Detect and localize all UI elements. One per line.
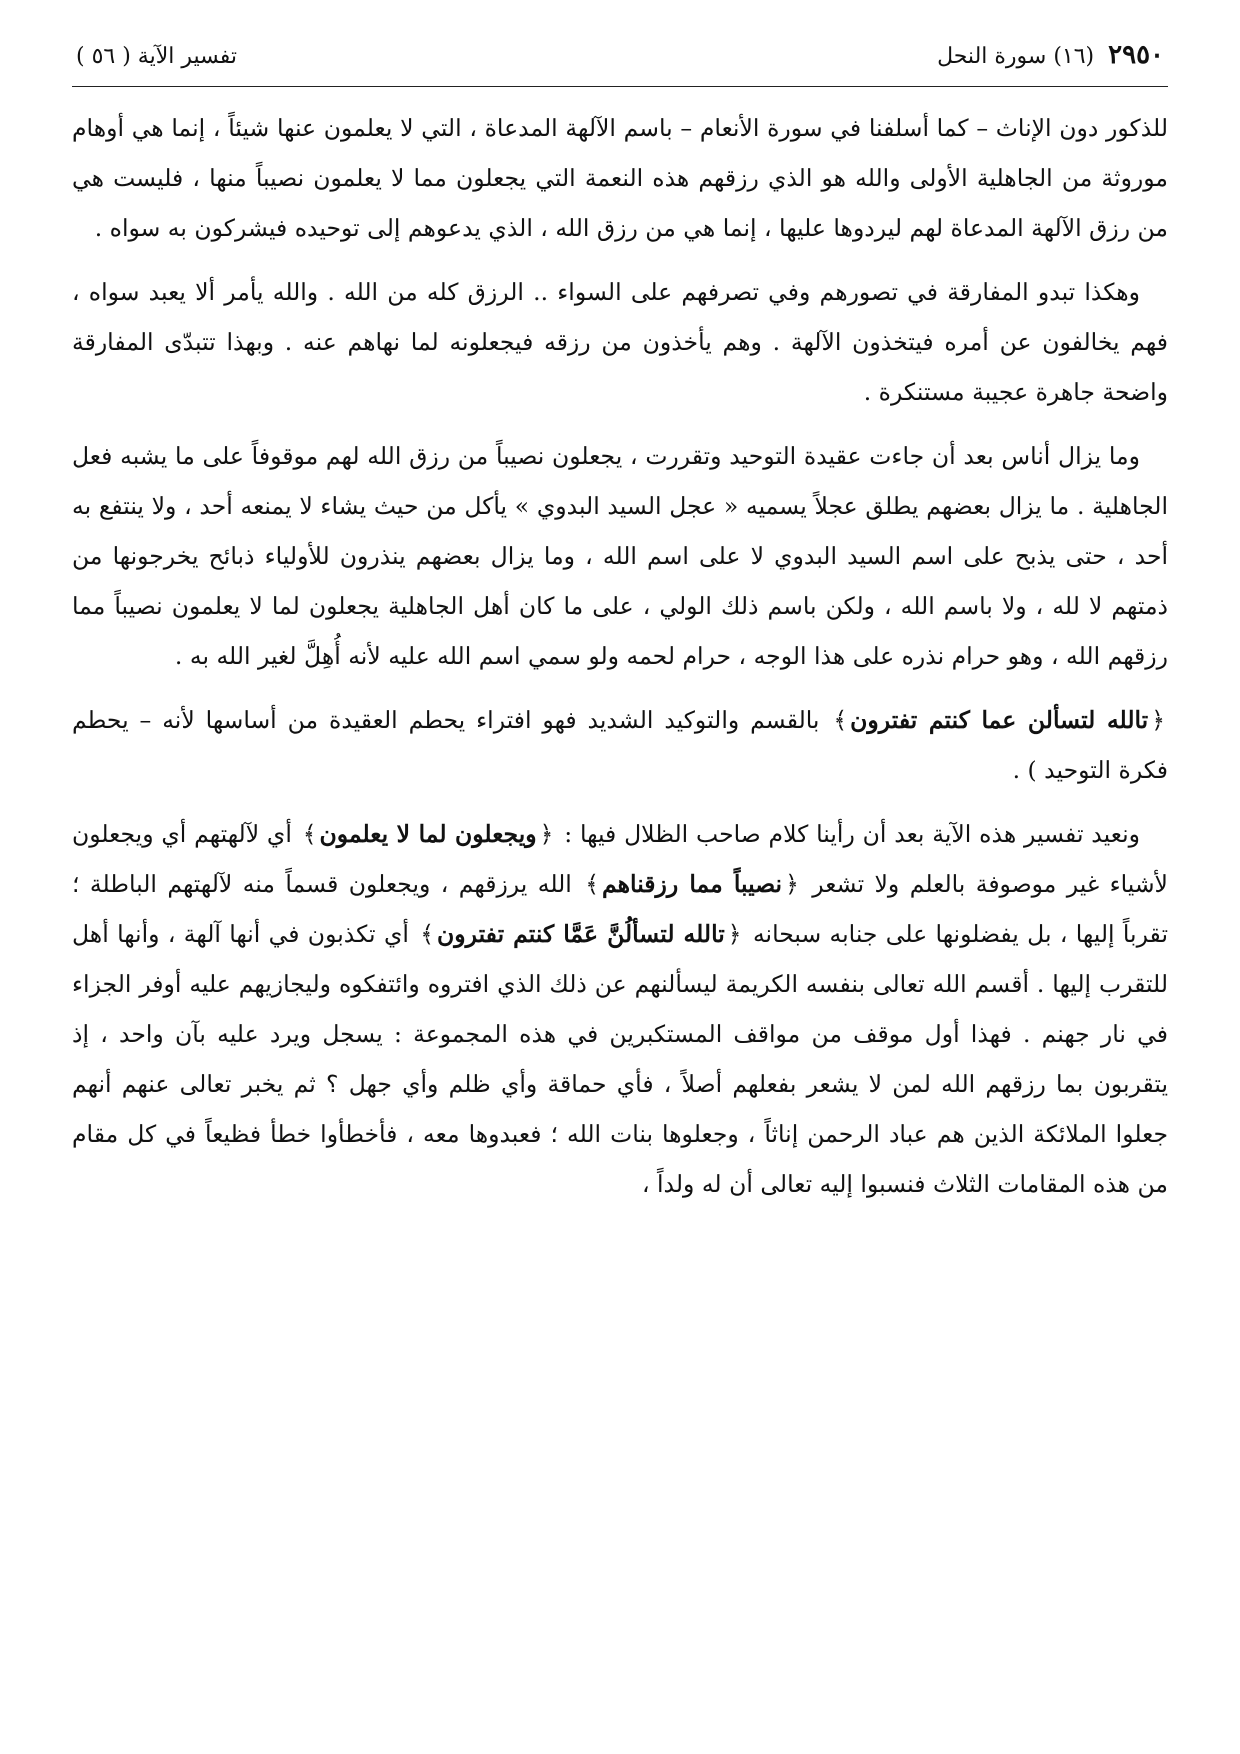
paragraph-5-text-2: أي لآلهتهم أي ويجعلون لأشياء غير موصوفة بالعلم ولا تشعر bbox=[72, 820, 1168, 898]
paragraph-4 bbox=[72, 695, 1168, 795]
quran-bracket-close: ﴾ bbox=[585, 870, 600, 898]
paragraph-5-text-1: ونعيد تفسير هذه الآية بعد أن رأينا كلام صاحب الظلال فيها : bbox=[564, 820, 1140, 848]
quran-bracket-close: ﴾ bbox=[420, 920, 435, 948]
quran-quote: نصيباً مما رزقناهم bbox=[602, 870, 783, 898]
section-title: تفسير الآية ( ٥٦ ) bbox=[76, 44, 238, 69]
paragraph-5-text-4: أي تكذبون في أنها آلهة ، وأنها أهل للتقرب إليها . أقسم الله تعالى بنفسه الكريمة ليسألنهم عن ذلك الذي افتروه وائتفكوه وليجازيهم عليه أوفر الجزاء في نار جهنم . فهذا أول موقف من مواقف المستكبرين في هذه المجموعة : يسجل ويرد عليه بآن واحد ، إذ يتقربون بما رزقهم الله لمن لا يشعر بفعلهم أصلاً ، فأي حماقة وأي ظلم وأي جهل ؟ ثم يخبر تعالى عنهم أنهم جعلوا الملائكة الذين هم عباد الرحمن إناثاً ، وجعلوها بنات الله ؛ فعبدوها معه ، فأخطأوا خطأ فظيعاً في كل مقام من هذه المقامات الثلاث فنسبوا إليه تعالى أن له ولداً ، bbox=[72, 920, 1168, 1198]
paragraph-2: وهكذا تبدو المفارقة في تصورهم وفي تصرفهم على السواء .. الرزق كله من الله . والله يأمر ألا يعبد سواه ، فهم يخالفون عن أمره فيتخذون الآلهة . وهم يأخذون من رزقه فيجعلونه لما نهاهم عنه . وبهذا تتبدّى المفارقة واضحة جاهرة عجيبة مستنكرة . bbox=[72, 278, 1168, 406]
document-page bbox=[72, 40, 1168, 1223]
quran-bracket-open: ﴿ bbox=[727, 920, 742, 948]
paragraph-4-text: بالقسم والتوكيد الشديد فهو افتراء يحطم العقيدة من أساسها لأنه – يحطم فكرة التوحيد ) . bbox=[72, 706, 1168, 784]
quran-quote: ويجعلون لما لا يعلمون bbox=[319, 820, 537, 848]
quran-bracket-open: ﴿ bbox=[1151, 706, 1165, 734]
quran-bracket-close: ﴾ bbox=[833, 706, 848, 734]
paragraph-5 bbox=[72, 809, 1168, 1209]
quran-quote: تالله لتسألُنَّ عَمَّا كنتم تفترون bbox=[437, 920, 725, 948]
body-text bbox=[72, 103, 1168, 1209]
surah-title: (١٦) سورة النحل bbox=[937, 44, 1095, 69]
running-header bbox=[72, 40, 1168, 87]
paragraph-3: وما يزال أناس بعد أن جاءت عقيدة التوحيد وتقررت ، يجعلون نصيباً من رزق الله لهم موقوفاً على ما يشبه فعل الجاهلية . ما يزال بعضهم يطلق عجلاً يسميه « عجل السيد البدوي » يأكل من حيث يشاء لا يمنعه أحد ، ولا ينتفع به أحد ، حتى يذبح على اسم السيد البدوي لا على اسم الله ، وما يزال بعضهم ينذرون للأولياء ذبائح يخرجونها من ذمتهم لا لله ، ولا باسم الله ، ولكن باسم ذلك الولي ، على ما كان أهل الجاهلية يجعلون لما لا يعلمون نصيباً مما رزقهم الله ، وهو حرام نذره على هذا الوجه ، حرام لحمه ولو سمي اسم الله عليه لأنه أُهِلَّ لغير الله به . bbox=[72, 442, 1168, 670]
paragraph-1: للذكور دون الإناث – كما أسلفنا في سورة الأنعام – باسم الآلهة المدعاة ، التي لا يعلمون عنها شيئاً ، إنما هي أوهام موروثة من الجاهلية الأولى والله هو الذي رزقهم هذه النعمة التي يجعلون مما لا يعلمون نصيباً منها ، فليست هي من رزق الآلهة المدعاة لهم ليردوها عليها ، إنما هي من رزق الله ، الذي يدعوهم إلى توحيده فيشركون به سواه . bbox=[72, 114, 1168, 242]
header-right-group bbox=[937, 40, 1164, 70]
quran-quote: تالله لتسألن عما كنتم تفترون bbox=[850, 706, 1149, 734]
quran-bracket-close: ﴾ bbox=[302, 820, 317, 848]
quran-bracket-open: ﴿ bbox=[785, 870, 799, 898]
quran-bracket-open: ﴿ bbox=[539, 820, 554, 848]
paragraph-5-text-3: الله يرزقهم ، ويجعلون قسماً منه لآلهتهم الباطلة ؛ تقرباً إليها ، بل يفضلونها على جنابه سبحانه bbox=[72, 870, 1168, 948]
page-number: ٢٩٥٠ bbox=[1108, 40, 1164, 70]
